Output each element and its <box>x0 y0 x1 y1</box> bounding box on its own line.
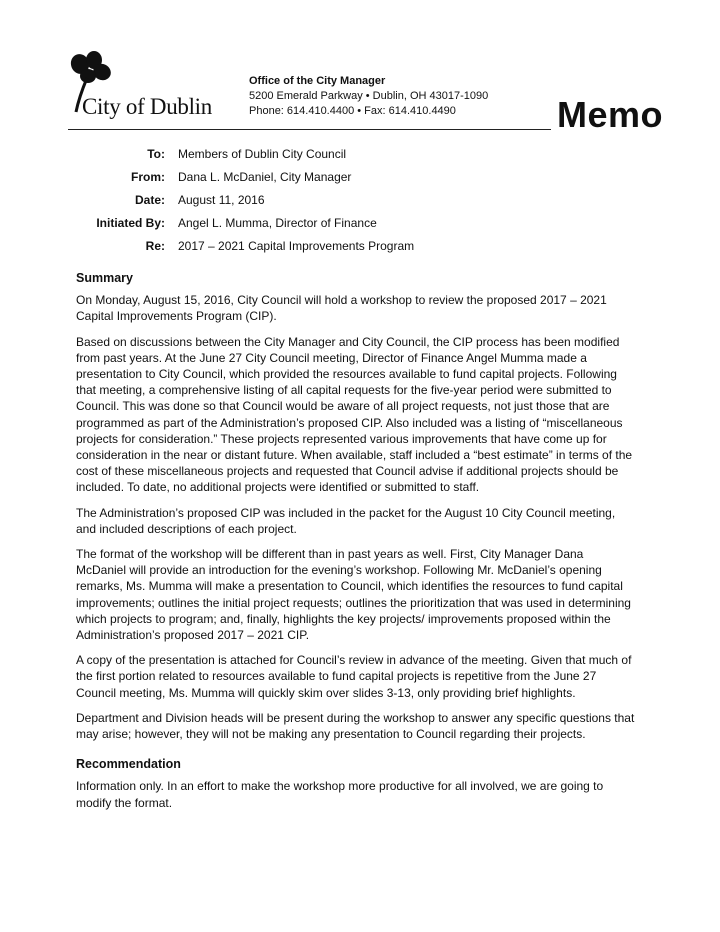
header-divider <box>68 129 551 130</box>
recommendation-text: Information only. In an effort to make the workshop more productive for all involved, we are going to modify the format. <box>76 779 604 810</box>
to-label: To: <box>147 147 165 161</box>
summary-paragraph: Based on discussions between the City Manager and City Council, the CIP process has been modified from past years. At the June 27 City Council meeting, Director of Finance Angel Mumma made a presentation to City Council, which provided the resources available to fund capital projects. Following that meeting, a comprehensive listing of all capital requests for the five-year period were submitted to Council. This was done so that Council would be aware of all project requests, not just those that are programmed as part of the Administration’s proposed CIP. Also included was a listing of “miscellaneous projects for consideration.” These projects represented various improvements that have come up for consideration in the near or distant future. When available, staff included a “best estimate” in terms of the cost of these miscellaneous projects and requested that Council advise if additional projects should be included. To date, no additional projects were identified or submitted to staff. <box>76 334 633 495</box>
summary-paragraph: Department and Division heads will be present during the workshop to answer any specific questions that may arise; however, they will not be making any presentation to Council regarding their projects. <box>76 710 635 742</box>
re-value: 2017 – 2021 Capital Improvements Program <box>178 239 415 253</box>
from-value: Dana L. McDaniel, City Manager <box>178 170 352 184</box>
memo-title: Memo <box>557 94 664 135</box>
initiated-label: Initiated By: <box>96 216 165 230</box>
summary-paragraph: The format of the workshop will be different than in past years as well. First, City Manager Dana McDaniel will provide an introduction for the evening’s workshop. Following Mr. McDaniel’s opening remarks, Ms. Mumma will make a presentation to Council, which identifies the resources to fund capital improvements; outlines the initial project requests; outlines the prioritization that was used in determining which projects to program; and, finally, highlights the key projects/ improvements proposed within the Administration’s proposed 2017 – 2021 CIP. <box>76 547 631 643</box>
office-address: 5200 Emerald Parkway • Dublin, OH 43017-1090 <box>249 90 489 102</box>
date-label: Date: <box>134 193 165 207</box>
office-info <box>249 74 488 119</box>
summary-paragraph: On Monday, August 15, 2016, City Council will hold a workshop to review the proposed 2017 – 2021 Capital Improvements Program (CIP). <box>76 293 607 324</box>
summary-paragraph: A copy of the presentation is attached for Council’s review in advance of the meeting. Given that much of the first portion related to resources available to fund capital projects is repetitive from the June 27 Council meeting, Ms. Mumma will quickly skim over slides 3-13, only providing brief highlights. <box>76 653 632 700</box>
city-logo <box>68 50 238 122</box>
re-label: Re: <box>145 239 165 253</box>
summary-heading: Summary <box>76 271 133 285</box>
logo-text: City of Dublin <box>82 94 212 119</box>
from-label: From: <box>131 170 165 184</box>
office-phone: Phone: 614.410.4400 • Fax: 614.410.4490 <box>249 105 456 117</box>
memo-body <box>76 270 636 820</box>
date-value: August 11, 2016 <box>178 193 265 207</box>
summary-paragraph: The Administration’s proposed CIP was included in the packet for the August 10 City Council meeting, and included descriptions of each project. <box>76 505 616 536</box>
initiated-value: Angel L. Mumma, Director of Finance <box>178 216 377 230</box>
office-title: Office of the City Manager <box>249 75 386 87</box>
to-value: Members of Dublin City Council <box>178 147 347 161</box>
recommendation-heading: Recommendation <box>76 757 181 772</box>
